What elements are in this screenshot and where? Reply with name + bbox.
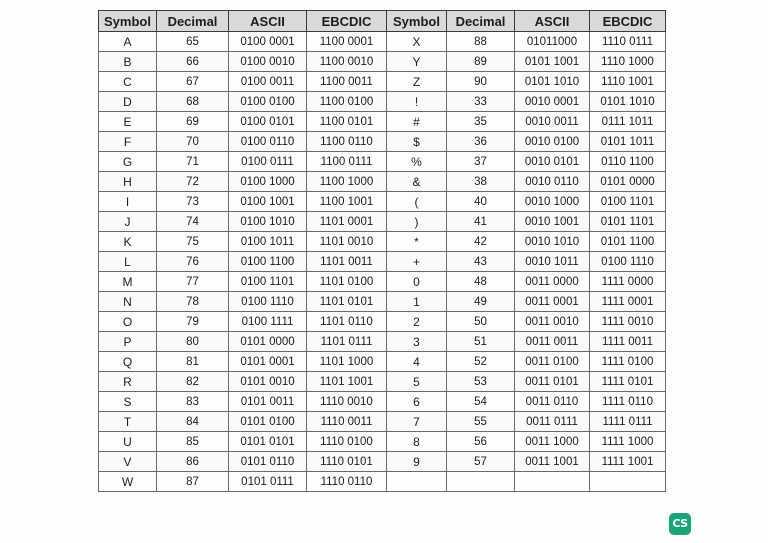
- cell-decimal-2: [447, 472, 515, 492]
- cell-ebcdic-2: [590, 472, 666, 492]
- cell-ebcdic: 1100 0011: [307, 72, 387, 92]
- header-ascii-2: ASCII: [515, 11, 590, 32]
- table-row: [99, 372, 666, 392]
- cell-symbol-2: $: [387, 132, 447, 152]
- cell-decimal: 78: [157, 292, 229, 312]
- table-row: [99, 72, 666, 92]
- table-row: [99, 452, 666, 472]
- cell-ascii: 0100 0110: [229, 132, 307, 152]
- cell-ebcdic-2: 0101 1011: [590, 132, 666, 152]
- cell-symbol-2: *: [387, 232, 447, 252]
- table-row: [99, 112, 666, 132]
- cell-ascii-2: [515, 472, 590, 492]
- cell-ascii: 0100 0010: [229, 52, 307, 72]
- cell-ascii-2: 0010 1010: [515, 232, 590, 252]
- cell-decimal: 80: [157, 332, 229, 352]
- table-row: [99, 272, 666, 292]
- cell-symbol: L: [99, 252, 157, 272]
- cell-ebcdic: 1101 0011: [307, 252, 387, 272]
- header-ascii: ASCII: [229, 11, 307, 32]
- cell-symbol-2: ): [387, 212, 447, 232]
- header-symbol-2: Symbol: [387, 11, 447, 32]
- cell-ascii-2: 0010 0100: [515, 132, 590, 152]
- cell-ebcdic: 1100 0111: [307, 152, 387, 172]
- cell-decimal: 66: [157, 52, 229, 72]
- cell-decimal-2: 51: [447, 332, 515, 352]
- cell-ebcdic-2: 0100 1101: [590, 192, 666, 212]
- header-ebcdic: EBCDIC: [307, 11, 387, 32]
- cell-ascii-2: 0011 0110: [515, 392, 590, 412]
- cell-symbol-2: 5: [387, 372, 447, 392]
- cell-ascii: 0100 0011: [229, 72, 307, 92]
- cell-ascii-2: 0011 0011: [515, 332, 590, 352]
- cell-ebcdic-2: 0110 1100: [590, 152, 666, 172]
- table-row: [99, 172, 666, 192]
- cell-symbol-2: Z: [387, 72, 447, 92]
- cell-symbol: R: [99, 372, 157, 392]
- table-row: [99, 232, 666, 252]
- cell-ascii: 0101 0000: [229, 332, 307, 352]
- cell-ebcdic-2: 1111 0100: [590, 352, 666, 372]
- cell-decimal: 70: [157, 132, 229, 152]
- cell-ascii-2: 0011 1000: [515, 432, 590, 452]
- cell-ascii-2: 0011 0101: [515, 372, 590, 392]
- cell-decimal: 73: [157, 192, 229, 212]
- cell-decimal-2: 48: [447, 272, 515, 292]
- cell-ascii-2: 0010 0011: [515, 112, 590, 132]
- cell-symbol: O: [99, 312, 157, 332]
- cell-decimal-2: 35: [447, 112, 515, 132]
- cell-ascii: 0101 0011: [229, 392, 307, 412]
- cell-symbol: F: [99, 132, 157, 152]
- cell-ascii-2: 0101 1001: [515, 52, 590, 72]
- cell-ebcdic: 1101 0010: [307, 232, 387, 252]
- cell-symbol: D: [99, 92, 157, 112]
- cell-symbol-2: #: [387, 112, 447, 132]
- cell-ebcdic-2: 1111 0000: [590, 272, 666, 292]
- table-row: [99, 472, 666, 492]
- cell-ebcdic: 1100 0101: [307, 112, 387, 132]
- cell-symbol-2: 8: [387, 432, 447, 452]
- cell-decimal: 65: [157, 32, 229, 52]
- cell-ascii: 0100 1101: [229, 272, 307, 292]
- cell-ebcdic-2: 0101 1100: [590, 232, 666, 252]
- cell-ebcdic: 1110 0100: [307, 432, 387, 452]
- cell-symbol: A: [99, 32, 157, 52]
- cell-symbol: P: [99, 332, 157, 352]
- cell-symbol-2: Y: [387, 52, 447, 72]
- cell-ascii: 0101 0100: [229, 412, 307, 432]
- cell-ascii: 0100 0111: [229, 152, 307, 172]
- cell-ascii: 0100 1011: [229, 232, 307, 252]
- cell-decimal-2: 41: [447, 212, 515, 232]
- cell-decimal-2: 42: [447, 232, 515, 252]
- cell-decimal: 87: [157, 472, 229, 492]
- cell-ebcdic-2: 1110 1001: [590, 72, 666, 92]
- cell-decimal-2: 37: [447, 152, 515, 172]
- table-body: [99, 32, 666, 492]
- cell-decimal-2: 49: [447, 292, 515, 312]
- cell-ebcdic: 1100 1000: [307, 172, 387, 192]
- cell-symbol-2: %: [387, 152, 447, 172]
- cell-symbol-2: 2: [387, 312, 447, 332]
- cell-symbol: T: [99, 412, 157, 432]
- table-row: [99, 92, 666, 112]
- cell-symbol-2: X: [387, 32, 447, 52]
- cell-symbol: H: [99, 172, 157, 192]
- cell-ebcdic-2: 1111 1000: [590, 432, 666, 452]
- cell-decimal: 84: [157, 412, 229, 432]
- cell-ascii-2: 0010 1011: [515, 252, 590, 272]
- cell-decimal: 82: [157, 372, 229, 392]
- cell-ebcdic: 1110 0011: [307, 412, 387, 432]
- cell-symbol-2: 4: [387, 352, 447, 372]
- cell-ebcdic: 1101 0110: [307, 312, 387, 332]
- cell-ascii-2: 0010 0110: [515, 172, 590, 192]
- cell-symbol: B: [99, 52, 157, 72]
- cell-ebcdic-2: 1111 0001: [590, 292, 666, 312]
- table-row: [99, 312, 666, 332]
- cell-ebcdic-2: 1111 0110: [590, 392, 666, 412]
- cell-symbol-2: &: [387, 172, 447, 192]
- cell-symbol: U: [99, 432, 157, 452]
- cell-decimal: 72: [157, 172, 229, 192]
- cell-decimal-2: 56: [447, 432, 515, 452]
- cell-ascii: 0100 1111: [229, 312, 307, 332]
- cell-ebcdic-2: 0101 1101: [590, 212, 666, 232]
- cell-decimal: 83: [157, 392, 229, 412]
- header-symbol: Symbol: [99, 11, 157, 32]
- cell-ascii-2: 0010 1001: [515, 212, 590, 232]
- cell-ascii: 0101 0010: [229, 372, 307, 392]
- cell-symbol: S: [99, 392, 157, 412]
- cell-decimal: 77: [157, 272, 229, 292]
- cell-ascii-2: 0011 0001: [515, 292, 590, 312]
- cell-decimal-2: 52: [447, 352, 515, 372]
- cell-ascii-2: 0010 0101: [515, 152, 590, 172]
- cell-ascii-2: 0011 0100: [515, 352, 590, 372]
- cell-decimal: 85: [157, 432, 229, 452]
- cell-ascii: 0100 0001: [229, 32, 307, 52]
- cell-ebcdic: 1101 0101: [307, 292, 387, 312]
- cell-ebcdic: 1101 0111: [307, 332, 387, 352]
- cell-decimal-2: 50: [447, 312, 515, 332]
- table-row: [99, 212, 666, 232]
- cell-ebcdic-2: 1111 0010: [590, 312, 666, 332]
- table-row: [99, 32, 666, 52]
- cell-ascii-2: 0011 0000: [515, 272, 590, 292]
- cell-ebcdic: 1100 1001: [307, 192, 387, 212]
- cell-decimal-2: 38: [447, 172, 515, 192]
- table-row: [99, 192, 666, 212]
- cell-decimal-2: 89: [447, 52, 515, 72]
- cell-symbol-2: 9: [387, 452, 447, 472]
- cell-decimal: 74: [157, 212, 229, 232]
- cell-ascii-2: 0011 0111: [515, 412, 590, 432]
- cell-ascii: 0100 1010: [229, 212, 307, 232]
- cell-decimal: 67: [157, 72, 229, 92]
- cell-ebcdic-2: 1110 0111: [590, 32, 666, 52]
- cell-decimal-2: 43: [447, 252, 515, 272]
- table-row: [99, 392, 666, 412]
- cell-ascii: 0101 0110: [229, 452, 307, 472]
- header-decimal-2: Decimal: [447, 11, 515, 32]
- table-row: [99, 352, 666, 372]
- cell-symbol-2: !: [387, 92, 447, 112]
- cell-ascii: 0100 1000: [229, 172, 307, 192]
- cell-ebcdic: 1101 0001: [307, 212, 387, 232]
- cell-ebcdic-2: 0101 1010: [590, 92, 666, 112]
- cell-ascii-2: 0101 1010: [515, 72, 590, 92]
- cell-ebcdic: 1100 0110: [307, 132, 387, 152]
- cell-decimal: 76: [157, 252, 229, 272]
- character-code-table-wrapper: [98, 10, 665, 492]
- cell-decimal: 71: [157, 152, 229, 172]
- cell-ebcdic: 1101 1001: [307, 372, 387, 392]
- cell-decimal-2: 40: [447, 192, 515, 212]
- cell-ebcdic-2: 0100 1110: [590, 252, 666, 272]
- table-row: [99, 252, 666, 272]
- cell-decimal: 79: [157, 312, 229, 332]
- cell-ascii-2: 0011 1001: [515, 452, 590, 472]
- cell-decimal-2: 90: [447, 72, 515, 92]
- table-row: [99, 432, 666, 452]
- table-row: [99, 132, 666, 152]
- cell-decimal-2: 88: [447, 32, 515, 52]
- table-row: [99, 52, 666, 72]
- cell-symbol-2: 1: [387, 292, 447, 312]
- cell-symbol: I: [99, 192, 157, 212]
- cell-ascii: 0101 0101: [229, 432, 307, 452]
- cell-ebcdic-2: 1111 0101: [590, 372, 666, 392]
- cell-decimal-2: 54: [447, 392, 515, 412]
- cell-ascii: 0100 0101: [229, 112, 307, 132]
- cell-ebcdic: 1110 0101: [307, 452, 387, 472]
- cell-ebcdic: 1100 0001: [307, 32, 387, 52]
- cell-symbol: C: [99, 72, 157, 92]
- cell-symbol: K: [99, 232, 157, 252]
- cell-ebcdic: 1100 0100: [307, 92, 387, 112]
- cell-ebcdic-2: 1111 0111: [590, 412, 666, 432]
- cell-ebcdic: 1110 0010: [307, 392, 387, 412]
- cell-decimal-2: 57: [447, 452, 515, 472]
- cell-ascii: 0100 0100: [229, 92, 307, 112]
- cell-symbol: V: [99, 452, 157, 472]
- cell-ebcdic-2: 1111 0011: [590, 332, 666, 352]
- cell-symbol-2: (: [387, 192, 447, 212]
- table-row: [99, 292, 666, 312]
- cell-ascii-2: 0010 0001: [515, 92, 590, 112]
- cell-symbol: G: [99, 152, 157, 172]
- cell-ascii-2: 0010 1000: [515, 192, 590, 212]
- table-row: [99, 332, 666, 352]
- cell-decimal-2: 33: [447, 92, 515, 112]
- character-code-table: [98, 10, 666, 492]
- header-row: [99, 11, 666, 32]
- cell-ascii: 0100 1100: [229, 252, 307, 272]
- cell-ascii: 0101 0001: [229, 352, 307, 372]
- cell-decimal-2: 53: [447, 372, 515, 392]
- cell-ascii-2: 0011 0010: [515, 312, 590, 332]
- cell-symbol: J: [99, 212, 157, 232]
- cell-ascii: 0100 1110: [229, 292, 307, 312]
- cell-ebcdic-2: 0101 0000: [590, 172, 666, 192]
- cell-symbol-2: [387, 472, 447, 492]
- cell-symbol-2: +: [387, 252, 447, 272]
- cell-symbol-2: 6: [387, 392, 447, 412]
- cell-decimal-2: 36: [447, 132, 515, 152]
- camscanner-logo-icon: CS: [669, 513, 691, 535]
- cell-symbol-2: 3: [387, 332, 447, 352]
- table-row: [99, 152, 666, 172]
- cell-symbol: E: [99, 112, 157, 132]
- cell-ascii: 0100 1001: [229, 192, 307, 212]
- cell-decimal: 69: [157, 112, 229, 132]
- cell-ascii-2: 01011000: [515, 32, 590, 52]
- header-decimal: Decimal: [157, 11, 229, 32]
- cell-decimal-2: 55: [447, 412, 515, 432]
- cell-ebcdic: 1101 0100: [307, 272, 387, 292]
- cell-symbol: N: [99, 292, 157, 312]
- table-row: [99, 412, 666, 432]
- cell-ebcdic-2: 0111 1011: [590, 112, 666, 132]
- cell-symbol: Q: [99, 352, 157, 372]
- cell-symbol-2: 7: [387, 412, 447, 432]
- cell-ebcdic: 1101 1000: [307, 352, 387, 372]
- header-ebcdic-2: EBCDIC: [590, 11, 666, 32]
- cell-symbol: M: [99, 272, 157, 292]
- cell-ascii: 0101 0111: [229, 472, 307, 492]
- cell-decimal: 86: [157, 452, 229, 472]
- cell-decimal: 81: [157, 352, 229, 372]
- cell-ebcdic: 1110 0110: [307, 472, 387, 492]
- cell-decimal: 75: [157, 232, 229, 252]
- cell-symbol-2: 0: [387, 272, 447, 292]
- cell-ebcdic-2: 1110 1000: [590, 52, 666, 72]
- cell-ebcdic: 1100 0010: [307, 52, 387, 72]
- cell-ebcdic-2: 1111 1001: [590, 452, 666, 472]
- cell-symbol: W: [99, 472, 157, 492]
- cell-decimal: 68: [157, 92, 229, 112]
